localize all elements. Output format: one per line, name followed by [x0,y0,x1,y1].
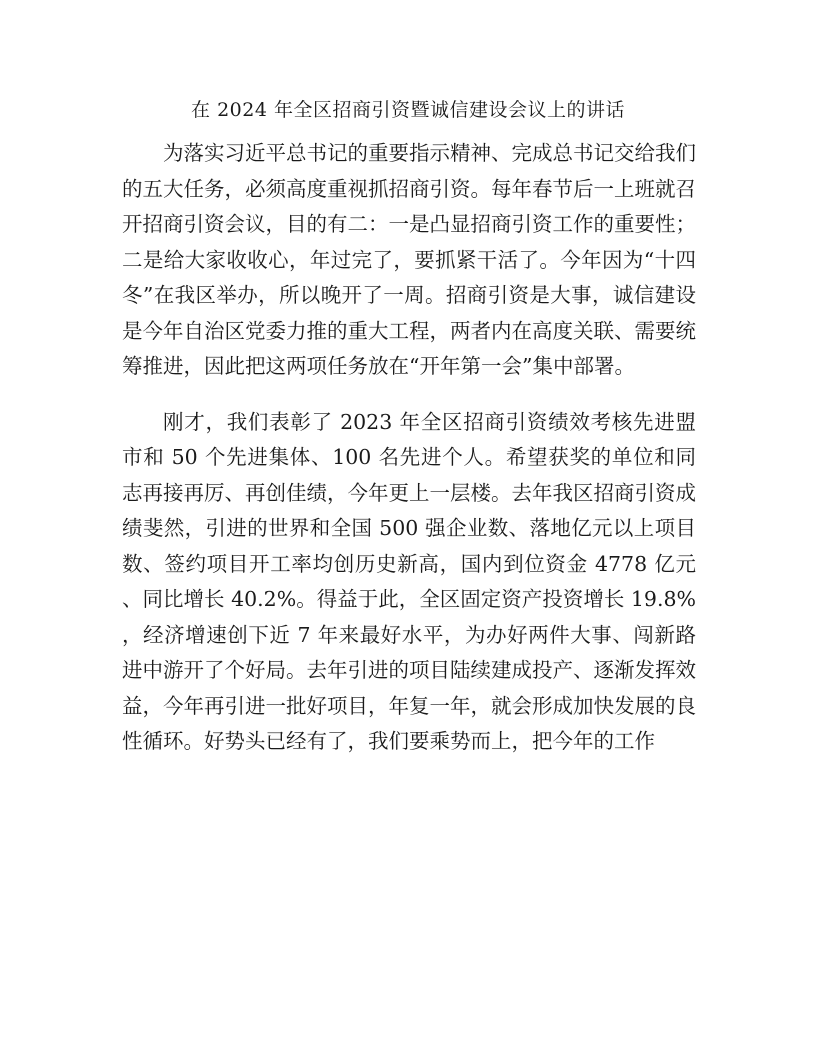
document-title: 在 2024 年全区招商引资暨诚信建设会议上的讲话 [191,99,625,121]
document-body [122,136,696,760]
paragraph-1: 为落实习近平总书记的重要指示精神、完成总书记交给我们的五大任务，必须高度重视抓招商引资。每年春节后一上班就召开招商引资会议，目的有二：一是凸显招商引资工作的重要性；二是给大家收收心，年过完了，要抓紧干活了。今年因为“十四冬”在我区举办，所以晚开了一周。招商引资是大事，诚信建设是今年自治区党委力推的重大工程，两者内在高度关联、需要统筹推进，因此把这两项任务放在“开年第一会”集中部署。 [122,141,696,378]
paragraph-2: 刚才，我们表彰了 2023 年全区招商引资绩效考核先进盟市和 50 个先进集体、100 名先进个人。希望获奖的单位和同志再接再厉、再创佳绩，今年更上一层楼。去年我区招商引资成绩斐然，引进的世界和全国 500 强企业数、落地亿元以上项目数、签约项目开工率均创历史新高，国内到位资金 4778 亿元、同比增长 40.2%。得益于此，全区固定资产投资增长 19.8%，经济增速创下近 7 年来最好水平，为办好两件大事、闯新路进中游开了个好局。去年引进的项目陆续建成投产、逐渐发挥效益，今年再引进一批好项目，年复一年，就会形成加快发展的良性循环。好势头已经有了，我们要乘势而上，把今年的工作 [122,409,696,753]
